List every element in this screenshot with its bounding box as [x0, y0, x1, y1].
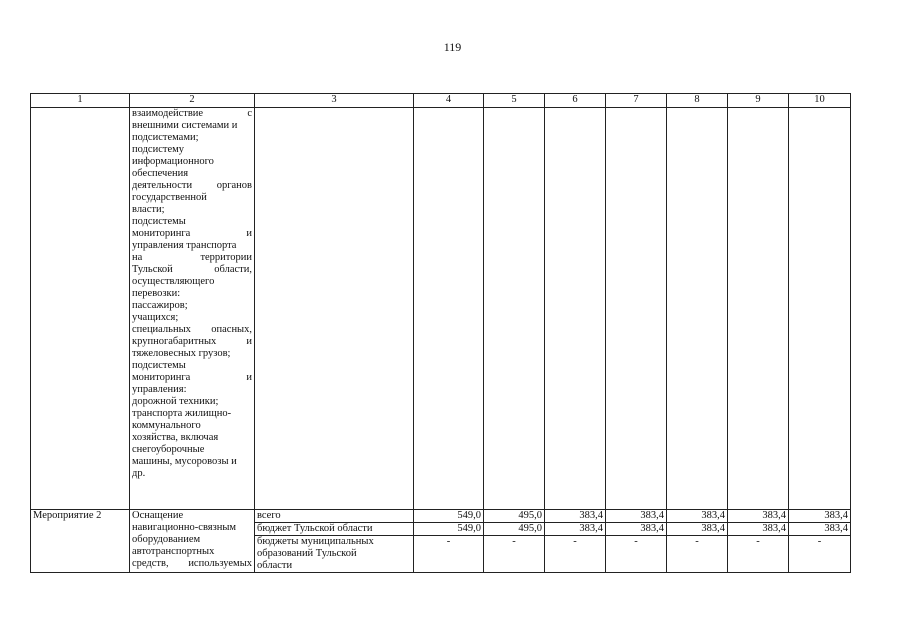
header-cell: 2: [130, 94, 255, 108]
header-cell: 8: [667, 94, 728, 108]
value-cell: -: [545, 536, 606, 573]
empty-cell: [728, 108, 789, 510]
text-line: [132, 204, 252, 216]
text-fragment: управления:: [132, 384, 187, 395]
empty-cell: [255, 108, 414, 510]
text-fragment: подсистемы: [132, 216, 186, 227]
text-line: [132, 384, 252, 396]
header-row: [31, 94, 851, 108]
text-line: [132, 546, 252, 558]
text-line: [132, 324, 252, 336]
text-line: [132, 144, 252, 156]
text-fragment: и: [246, 372, 252, 383]
text-fragment: машины, мусоровозы и: [132, 456, 237, 467]
value-cell: 383,4: [606, 523, 667, 536]
header-cell: 4: [414, 94, 484, 108]
measure-rows: [31, 510, 851, 573]
value-cell: 383,4: [545, 523, 606, 536]
text-line: [132, 432, 252, 444]
text-line: [132, 156, 252, 168]
text-fragment: тяжеловесных грузов;: [132, 348, 231, 359]
text-line: [132, 108, 252, 120]
text-line: [132, 168, 252, 180]
value-cell: 383,4: [667, 523, 728, 536]
value-cell: -: [728, 536, 789, 573]
text-fragment: деятельности: [132, 180, 193, 191]
empty-cell: [31, 108, 130, 510]
text-line: [132, 396, 252, 408]
text-line: [132, 468, 252, 480]
text-line: [132, 288, 252, 300]
value-cell: 383,4: [667, 510, 728, 523]
text-fragment: управления транспорта: [132, 240, 237, 251]
text-line: [132, 240, 252, 252]
value-cell: -: [789, 536, 851, 573]
measure-description: [130, 510, 255, 573]
text-line: [132, 180, 252, 192]
empty-cell: [667, 108, 728, 510]
text-line: бюджет Тульской области: [257, 523, 373, 534]
page-number: 119: [443, 40, 462, 54]
empty-cell: [414, 108, 484, 510]
value-cell: 383,4: [728, 523, 789, 536]
value-cell: 383,4: [545, 510, 606, 523]
text-fragment: внешними системами и: [132, 120, 238, 131]
text-line: [132, 264, 252, 276]
text-line: [132, 312, 252, 324]
text-line: [132, 300, 252, 312]
value-cell: -: [667, 536, 728, 573]
header-cell: 3: [255, 94, 414, 108]
measure-row: [31, 510, 851, 523]
value-cell: 383,4: [789, 523, 851, 536]
text-line: [132, 534, 252, 546]
text-fragment: перевозки:: [132, 288, 181, 299]
text-fragment: дорожной техники;: [132, 396, 219, 407]
text-line: [132, 336, 252, 348]
measure-label: Мероприятие 2: [31, 510, 130, 573]
text-fragment: органов: [216, 180, 252, 191]
text-fragment: навигационно-связным: [132, 522, 237, 533]
text-line: [132, 510, 252, 522]
value-cell: -: [484, 536, 545, 573]
text-fragment: хозяйства, включая: [132, 432, 219, 443]
text-fragment: с: [247, 108, 252, 119]
value-cell: 549,0: [414, 523, 484, 536]
text-fragment: на: [132, 252, 143, 263]
text-fragment: транспорта жилищно-: [132, 408, 232, 419]
text-line: образований Тульской: [257, 548, 357, 559]
header-cell: 6: [545, 94, 606, 108]
text-fragment: государственной: [132, 192, 207, 203]
funding-source: [255, 510, 414, 523]
empty-cell: [606, 108, 667, 510]
text-fragment: и: [246, 228, 252, 239]
text-line: [132, 252, 252, 264]
value-cell: 549,0: [414, 510, 484, 523]
empty-cell: [545, 108, 606, 510]
value-cell: -: [606, 536, 667, 573]
value-cell: 383,4: [789, 510, 851, 523]
header-cell: 10: [789, 94, 851, 108]
empty-cell: [484, 108, 545, 510]
header-cell: 9: [728, 94, 789, 108]
text-fragment: взаимодействие: [132, 108, 204, 119]
text-fragment: территории: [200, 252, 252, 263]
text-line: [132, 132, 252, 144]
text-line: [132, 522, 252, 534]
text-line: [132, 444, 252, 456]
empty-cell: [789, 108, 851, 510]
text-fragment: используемых: [188, 558, 252, 569]
value-cell: 383,4: [606, 510, 667, 523]
text-line: [132, 408, 252, 420]
text-fragment: власти;: [132, 204, 165, 215]
text-line: [132, 216, 252, 228]
text-fragment: опасных,: [211, 324, 252, 335]
header-cell: 7: [606, 94, 667, 108]
text-line: [132, 558, 252, 570]
text-fragment: средств,: [132, 558, 169, 569]
header-cell: 1: [31, 94, 130, 108]
value-cell: 495,0: [484, 510, 545, 523]
text-fragment: крупногабаритных: [132, 336, 217, 347]
text-line: [132, 120, 252, 132]
value-cell: 495,0: [484, 523, 545, 536]
text-line: [132, 348, 252, 360]
text-fragment: обеспечения: [132, 168, 189, 179]
text-fragment: автотранспортных: [132, 546, 215, 557]
text-fragment: информационного: [132, 156, 214, 167]
text-fragment: учащихся;: [132, 312, 179, 323]
continuation-row: [31, 108, 851, 510]
text-fragment: подсистему: [132, 144, 184, 155]
text-line: [132, 420, 252, 432]
text-line: [132, 456, 252, 468]
text-line: области: [257, 560, 293, 571]
text-fragment: подсистемами;: [132, 132, 199, 143]
text-line: [132, 228, 252, 240]
text-fragment: специальных: [132, 324, 191, 335]
text-fragment: осуществляющего: [132, 276, 215, 287]
text-fragment: пассажиров;: [132, 300, 188, 311]
text-fragment: коммунального: [132, 420, 201, 431]
text-fragment: мониторинга: [132, 228, 191, 239]
text-fragment: Тульской: [132, 264, 173, 275]
text-fragment: Оснащение: [132, 510, 184, 521]
text-line: [132, 276, 252, 288]
continuation-description: [130, 108, 255, 510]
text-fragment: др.: [132, 468, 146, 479]
text-fragment: подсистемы: [132, 360, 186, 371]
text-line: [132, 360, 252, 372]
value-cell: 383,4: [728, 510, 789, 523]
text-fragment: снегоуборочные: [132, 444, 205, 455]
text-fragment: мониторинга: [132, 372, 191, 383]
text-fragment: оборудованием: [132, 534, 201, 545]
text-fragment: области,: [214, 264, 252, 275]
text-line: [132, 192, 252, 204]
text-line: всего: [257, 510, 281, 521]
funding-source: [255, 523, 414, 536]
funding-source: [255, 536, 414, 573]
header-cell: 5: [484, 94, 545, 108]
text-fragment: и: [246, 336, 252, 347]
budget-table: [30, 93, 851, 573]
text-line: бюджеты муниципальных: [257, 536, 374, 547]
value-cell: -: [414, 536, 484, 573]
text-line: [132, 372, 252, 384]
